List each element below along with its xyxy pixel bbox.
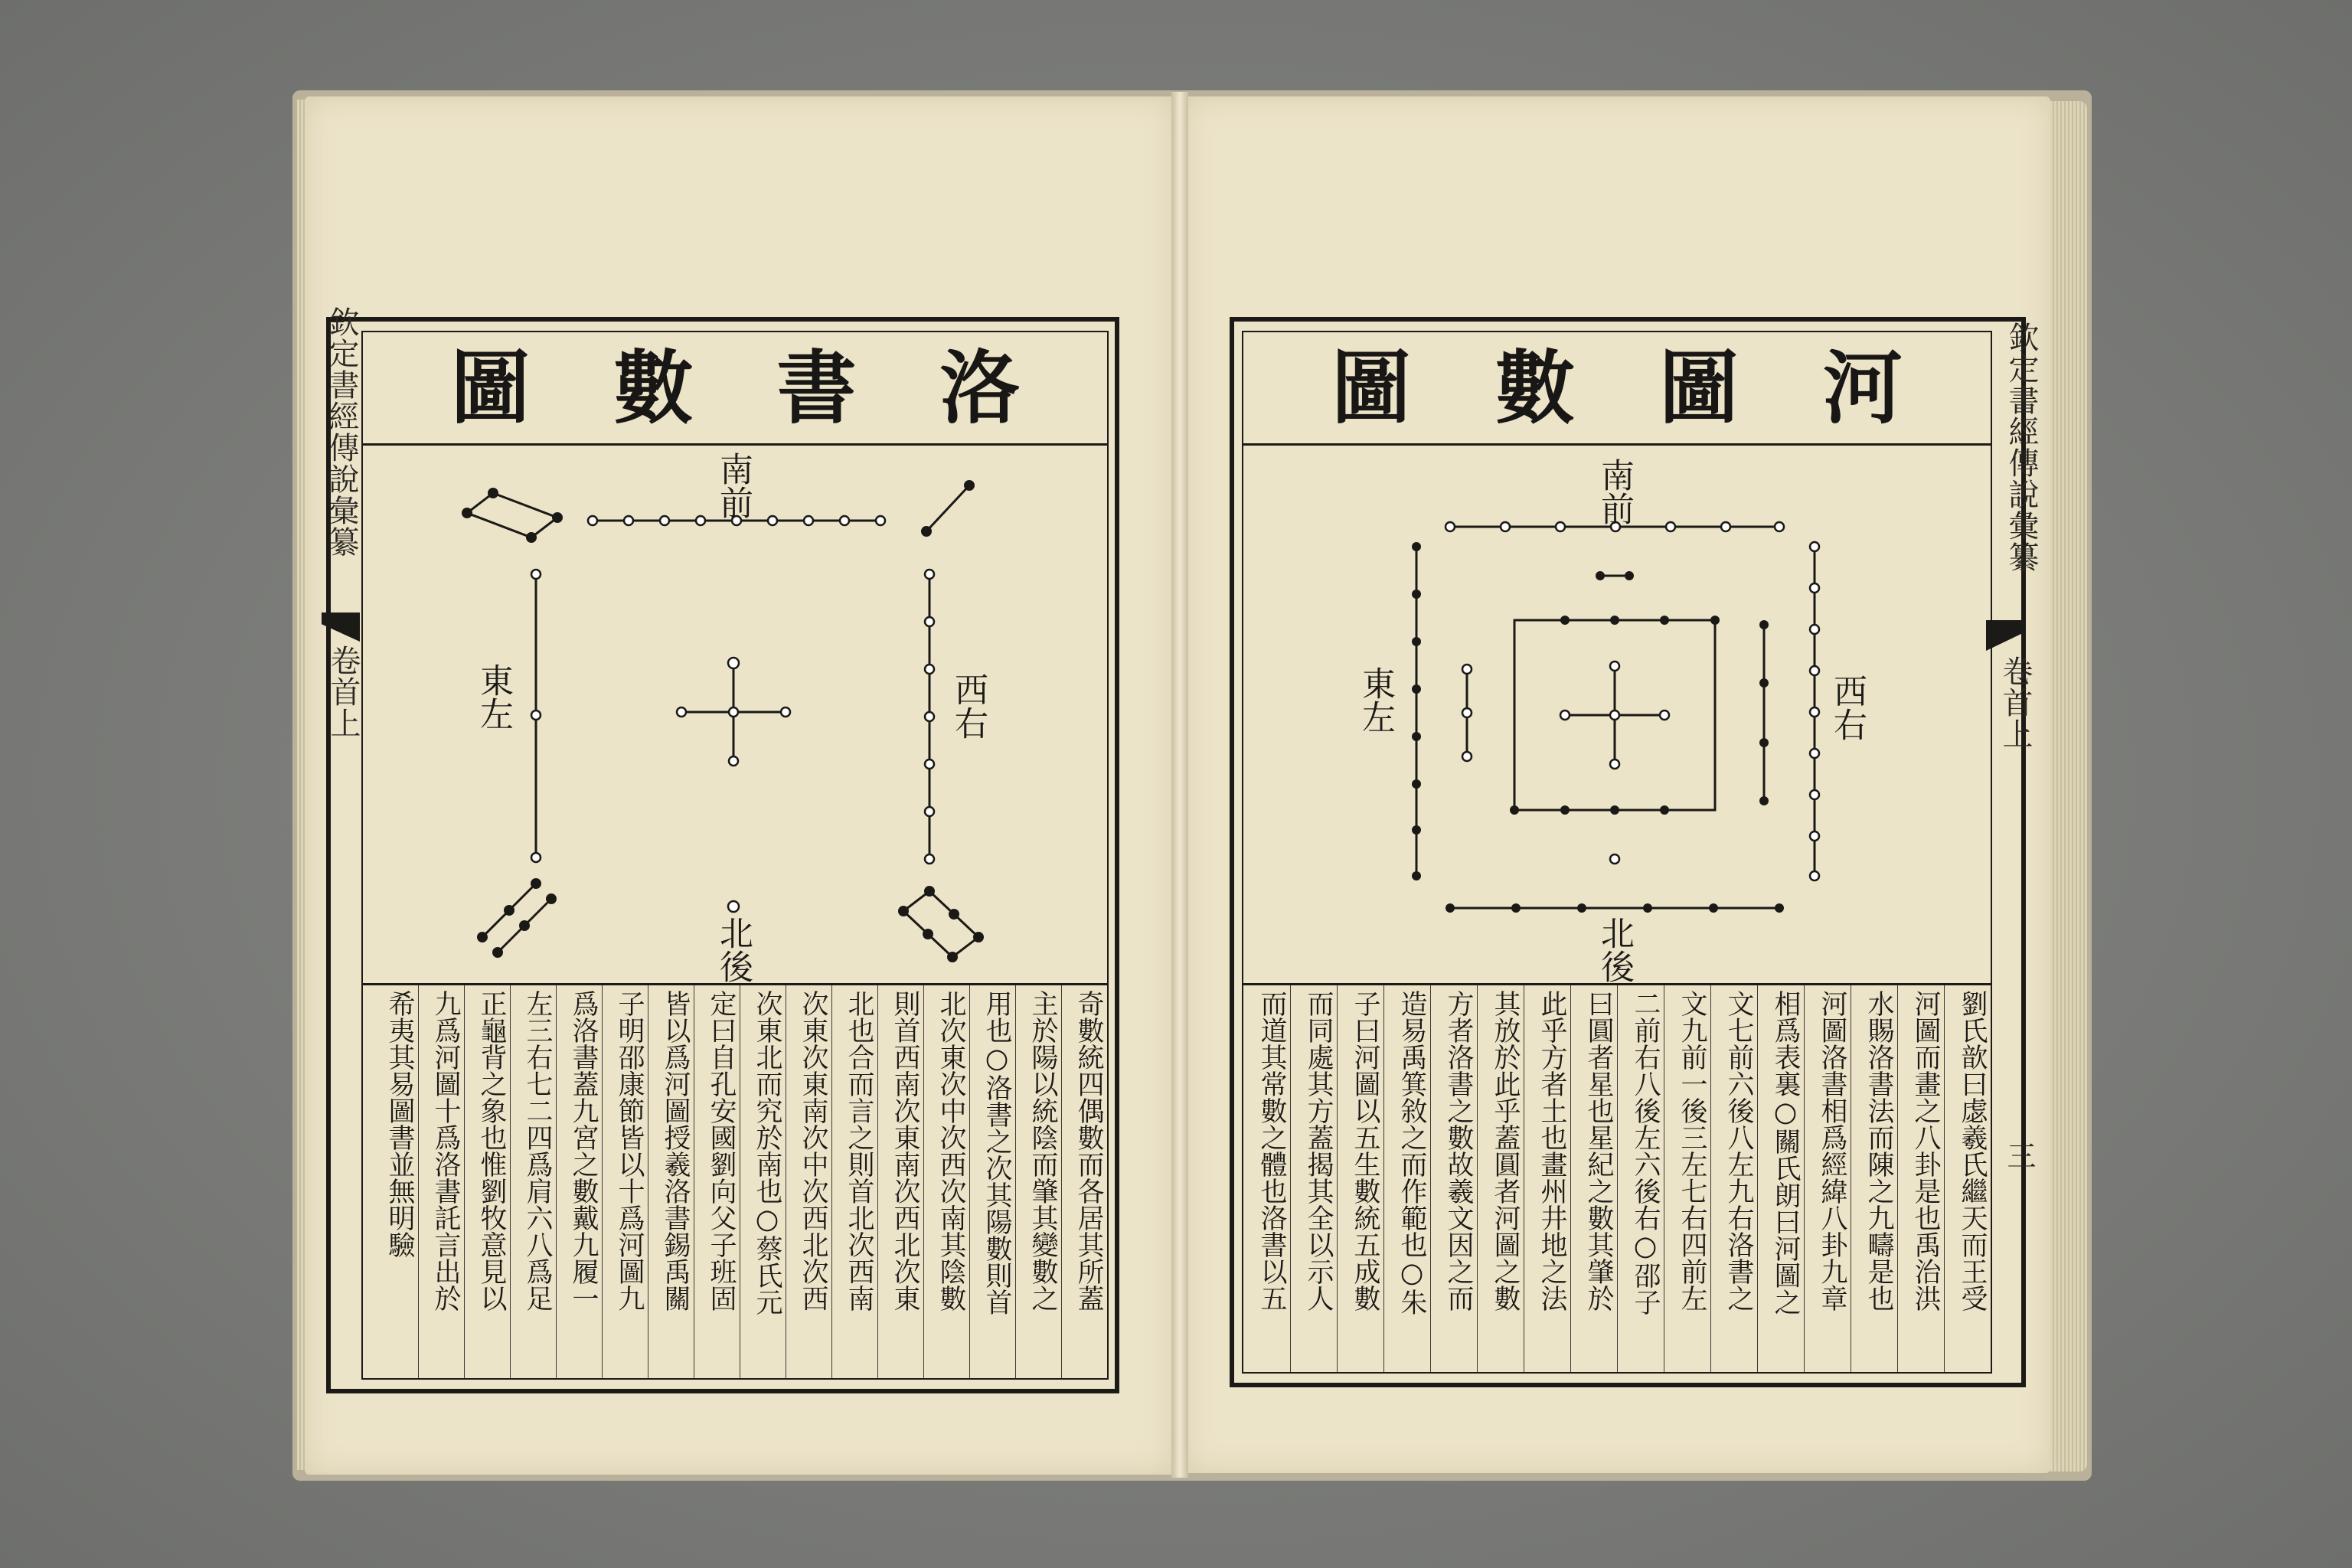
left-title-char: 洛: [939, 340, 1020, 435]
text-column: 皆以爲河圖授羲洛書錫禹關: [648, 985, 694, 1378]
text-column: 文九前一後三左七右四前左: [1664, 985, 1710, 1372]
book-spine: [1171, 92, 1188, 1478]
text-column: 奇數統四偶數而各居其所蓋: [1061, 985, 1107, 1378]
right-title-char: 圖: [1658, 340, 1739, 435]
text-column: 河圖而畫之八卦是也禹治洪: [1897, 985, 1944, 1372]
right-title-char: 河: [1822, 340, 1903, 435]
left-dir-bottom: 北後: [714, 916, 753, 983]
left-title-char: 書: [776, 340, 857, 435]
page-number: 三: [2002, 1141, 2036, 1170]
text-column: 水賜洛書法而陳之九疇是也: [1851, 985, 1897, 1372]
text-column: 北也合而言之則首北次西南: [831, 985, 877, 1378]
left-dir-top: 南前: [714, 452, 753, 519]
text-column: 子明邵康節皆以十爲河圖九: [602, 985, 648, 1378]
right-margin-title: 欽定書經傳說彙纂: [2004, 322, 2039, 573]
text-column: 則首西南次東南次西北次東: [877, 985, 923, 1378]
text-column: 造易禹箕敘之而作範也○朱: [1383, 985, 1430, 1372]
text-column: 定曰自孔安國劉向父子班固: [694, 985, 740, 1378]
text-column: 河圖洛書相爲經緯八卦九章: [1804, 985, 1851, 1372]
text-column: 正龜背之象也惟劉牧意見以: [464, 985, 510, 1378]
left-margin-volume: 卷首上: [325, 645, 361, 739]
text-column: 次東北而究於南也○蔡氏元: [740, 985, 786, 1378]
left-title-char: 數: [613, 340, 694, 435]
left-page-commentary: [363, 983, 1107, 1378]
text-column: 次東次東南次中次西北次西: [786, 985, 831, 1378]
right-title-char: 數: [1494, 340, 1575, 435]
text-column: 此乎方者土也畫州井地之法: [1524, 985, 1570, 1372]
text-column: 劉氏歆曰虙羲氏繼天而王受: [1944, 985, 1991, 1372]
left-dir-right: 西右: [949, 672, 988, 740]
text-column: 曰圓者星也星紀之數其肇於: [1570, 985, 1617, 1372]
right-dir-left: 東左: [1356, 666, 1395, 733]
text-column: 文七前六後八左九右洛書之: [1710, 985, 1757, 1372]
text-column: 希夷其易圖書並無明驗: [384, 990, 415, 1258]
left-dir-left: 東左: [474, 663, 513, 730]
text-column: 而同處其方蓋揭其全以示人: [1290, 985, 1337, 1372]
text-column: 左三右七二四爲肩六八爲足: [510, 985, 556, 1378]
text-column: 用也○洛書之次其陽數則首: [969, 985, 1015, 1378]
right-dir-right: 西右: [1828, 674, 1867, 741]
text-column: 子曰河圖以五生數統五成數: [1337, 985, 1383, 1372]
text-column: 而道其常數之體也洛書以五: [1256, 990, 1287, 1312]
text-column: 相爲表裏○關氏朗曰河圖之: [1757, 985, 1804, 1372]
text-column: 主於陽以統陰而肇其變數之: [1015, 985, 1061, 1378]
right-page-title: [1243, 332, 1991, 446]
text-column: 二前右八後左六後右○邵子: [1617, 985, 1664, 1372]
text-column: 北次東次中次西次南其陰數: [923, 985, 969, 1378]
right-dir-bottom: 北後: [1595, 916, 1634, 983]
right-margin-volume: 卷首上: [1998, 655, 2033, 750]
text-column: 九爲河圖十爲洛書託言出於: [418, 985, 464, 1378]
right-title-char: 圖: [1331, 340, 1411, 435]
text-column: 其放於此乎蓋圓者河圖之數: [1477, 985, 1524, 1372]
left-page-title: [363, 332, 1107, 446]
right-page-commentary: [1243, 983, 1991, 1372]
text-column: 爲洛書蓋九宮之數戴九履一: [556, 985, 602, 1378]
right-dir-top: 南前: [1595, 458, 1634, 525]
left-margin-title: 欽定書經傳說彙纂: [324, 306, 359, 557]
left-title-char: 圖: [450, 340, 531, 435]
text-column: 方者洛書之數故羲文因之而: [1430, 985, 1477, 1372]
